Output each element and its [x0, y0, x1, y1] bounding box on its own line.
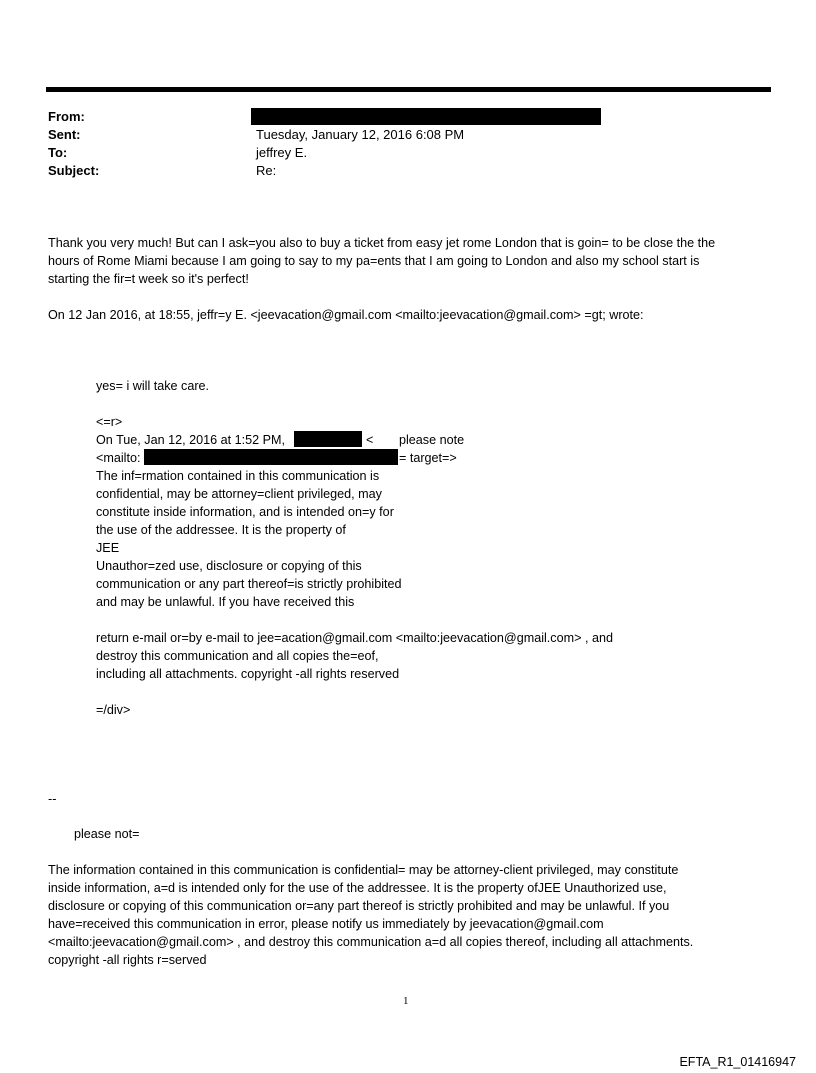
quoted-disclaimer-2: confidential, may be attorney=client privileged, may [96, 487, 382, 501]
quoted-yes-line: yes= i will take care. [96, 379, 210, 393]
signature-line-6: copyright -all rights r=served [48, 953, 207, 967]
quoted-return-1: return e-mail or=by e-mail to jee=acation@gmail.com <mailto:jeevacation@gmail.com> , and [96, 631, 613, 645]
signature-line-1: The information contained in this communication is confidential= may be attorney-client privileged, may constitute [48, 863, 679, 877]
quoted-lt: < [366, 433, 374, 447]
quoted-div-close: =/div> [96, 703, 131, 717]
page-number: 1 [403, 995, 409, 1007]
quoted-disclaimer-6: Unauthor=zed use, disclosure or copying of this [96, 559, 362, 573]
body-line-3: starting the fir=t week so it's perfect! [48, 272, 249, 286]
quoted-mailto-prefix: <mailto: [96, 451, 141, 465]
sender-name-redaction [294, 431, 362, 447]
signature-dashes: -- [48, 792, 57, 806]
quoted-br-tag: <=r> [96, 415, 123, 429]
sent-value: Tuesday, January 12, 2016 6:08 PM [256, 127, 465, 142]
quoted-disclaimer-5: JEE [96, 541, 120, 555]
quoted-disclaimer-3: constitute inside information, and is intended on=y for [96, 505, 394, 519]
subject-label: Subject: [48, 163, 100, 178]
from-label: From: [48, 109, 85, 124]
signature-line-2: inside information, a=d is intended only for the use of the addressee. It is the property ofJEE Unauthorized use, [48, 881, 667, 895]
to-value: jeffrey E. [256, 145, 308, 160]
quoted-return-3: including all attachments. copyright -all rights reserved [96, 667, 400, 681]
body-line-1: Thank you very much! But can I ask=you also to buy a ticket from easy jet rome London that is goin= to be close the the [48, 236, 716, 250]
quoted-disclaimer-1: The inf=rmation contained in this communication is [96, 469, 380, 483]
quoted-disclaimer-8: and may be unlawful. If you have received this [96, 595, 355, 609]
signature-line-4: have=received this communication in error, please notify us immediately by jeevacation@gmail.com [48, 917, 604, 931]
quoted-target: = target=> [399, 451, 457, 465]
quoted-on-tue-prefix: On Tue, Jan 12, 2016 at 1:52 PM, [96, 433, 286, 447]
header-rule [46, 87, 771, 92]
body-line-2: hours of Rome Miami because I am going to say to my pa=ents that I am going to London and also my school start is [48, 254, 700, 268]
quoted-return-2: destroy this communication and all copies the=eof, [96, 649, 379, 663]
email-redaction [144, 449, 398, 465]
signature-please-not: please not= [74, 827, 140, 841]
sent-label: Sent: [48, 127, 81, 142]
signature-line-3: disclosure or copying of this communication or=any part thereof is strictly prohibited and may be unlawful. If you [48, 899, 670, 913]
signature-line-5: <mailto:jeevacation@gmail.com> , and destroy this communication a=d all copies thereof, including all attachments. [48, 935, 694, 949]
from-redaction [251, 108, 601, 125]
document-id-stamp: EFTA_R1_01416947 [679, 1055, 796, 1069]
wrote-line: On 12 Jan 2016, at 18:55, jeffr=y E. <jeevacation@gmail.com <mailto:jeevacation@gmail.com> =gt; wrote: [48, 308, 644, 322]
quoted-disclaimer-7: communication or any part thereof=is strictly prohibited [96, 577, 402, 591]
quoted-disclaimer-4: the use of the addressee. It is the property of [96, 523, 346, 537]
quoted-please-note: please note [399, 433, 465, 447]
subject-value: Re: [256, 163, 277, 178]
to-label: To: [48, 145, 68, 160]
